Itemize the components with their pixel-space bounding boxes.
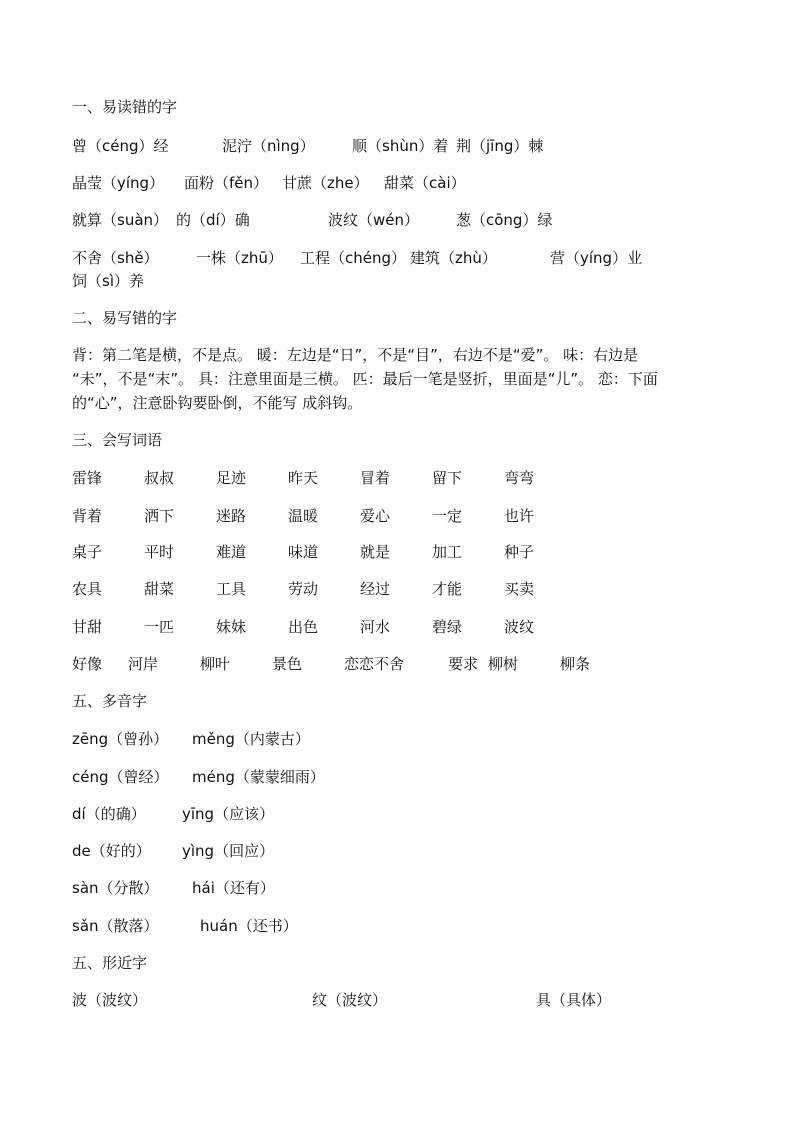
word-item: 饲（sì）养 bbox=[72, 272, 144, 290]
polyphone-item: céng（曾经） bbox=[72, 768, 169, 786]
word-item: 顺（shùn）着 bbox=[352, 137, 449, 155]
vocab-word: 足迹 bbox=[216, 469, 247, 487]
vocab-word: 好像 bbox=[72, 655, 103, 673]
vocab-word: 波纹 bbox=[504, 618, 535, 636]
vocab-word: 洒下 bbox=[144, 507, 175, 525]
polyphone-item: dí（的确） bbox=[72, 805, 146, 823]
vocab-word: 一定 bbox=[432, 507, 463, 525]
word-item: 晶莹（yíng） bbox=[72, 174, 165, 192]
vocab-word: 温暖 bbox=[288, 507, 319, 525]
vocab-word: 农具 bbox=[72, 580, 103, 598]
vocab-word: 昨天 bbox=[288, 469, 319, 487]
vocab-word: 就是 bbox=[360, 543, 391, 561]
vocab-word: 要求 bbox=[448, 655, 479, 673]
vocab-word: 景色 bbox=[272, 655, 303, 673]
vocab-word: 味道 bbox=[288, 543, 319, 561]
vocab-word: 桌子 bbox=[72, 543, 103, 561]
vocab-word: 甜菜 bbox=[144, 580, 175, 598]
vocab-word: 爱心 bbox=[360, 507, 391, 525]
word-item: 就算（suàn） bbox=[72, 211, 169, 229]
similar-char-item: 纹（波纹） bbox=[312, 991, 388, 1009]
vocab-word: 冒着 bbox=[360, 469, 391, 487]
vocab-word: 甘甜 bbox=[72, 618, 103, 636]
word-item: 面粉（fěn） bbox=[184, 174, 269, 192]
vocab-word: 难道 bbox=[216, 543, 247, 561]
polyphone-item: de（好的） bbox=[72, 842, 151, 860]
polyphone-item: zēng（曾孙） bbox=[72, 730, 169, 748]
vocab-word: 经过 bbox=[360, 580, 391, 598]
vocab-word: 也许 bbox=[504, 507, 535, 525]
word-item: 一株（zhū） bbox=[196, 249, 283, 267]
vocab-word: 弯弯 bbox=[504, 469, 535, 487]
polyphone-item: sǎn（散落） bbox=[72, 917, 159, 935]
section-heading-polyphones: 五、多音字 bbox=[72, 692, 148, 710]
vocab-word: 背着 bbox=[72, 507, 103, 525]
word-item: 曾（céng）经 bbox=[72, 137, 169, 155]
polyphone-item: huán（还书） bbox=[200, 917, 298, 935]
word-item: 营（yíng）业 bbox=[550, 249, 643, 267]
paragraph-line: 背：第二笔是横，不是点。 暖：左边是“日”，不是“目”，右边不是“爱”。 味：右边是 bbox=[72, 346, 639, 364]
word-item: 甘蔗（zhe） bbox=[282, 174, 369, 192]
polyphone-item: měng（内蒙古） bbox=[192, 730, 310, 748]
vocab-word: 买卖 bbox=[504, 580, 535, 598]
vocab-word: 加工 bbox=[432, 543, 463, 561]
word-item: 不舍（shě） bbox=[72, 249, 159, 267]
vocab-word: 柳条 bbox=[560, 655, 591, 673]
vocab-word: 工具 bbox=[216, 580, 247, 598]
word-item: 荆（jīng）棘 bbox=[456, 137, 544, 155]
vocab-word: 才能 bbox=[432, 580, 463, 598]
paragraph-line: “未”，不是“末”。 具：注意里面是三横。 匹：最后一笔是竖折，里面是“儿”。 恋：下面 bbox=[72, 370, 658, 388]
word-item: 建筑（zhù） bbox=[410, 249, 497, 267]
paragraph-line: 的“心”，注意卧钩要卧倒，不能写 成斜钩。 bbox=[72, 394, 363, 412]
vocab-word: 平时 bbox=[144, 543, 175, 561]
vocab-word: 劳动 bbox=[288, 580, 319, 598]
word-item: 波纹（wén） bbox=[328, 211, 420, 229]
word-item: 葱（cōng）绿 bbox=[456, 211, 553, 229]
vocab-word: 碧绿 bbox=[432, 618, 463, 636]
similar-char-item: 具（具体） bbox=[536, 991, 612, 1009]
polyphone-item: yìng（回应） bbox=[182, 842, 275, 860]
word-item: 工程（chéng） bbox=[300, 249, 407, 267]
vocab-word: 叔叔 bbox=[144, 469, 175, 487]
section-heading-hard-to-write: 二、易写错的字 bbox=[72, 309, 178, 327]
vocab-word: 柳树 bbox=[488, 655, 519, 673]
vocab-word: 一匹 bbox=[144, 618, 175, 636]
vocab-word: 留下 bbox=[432, 469, 463, 487]
section-heading-similar-characters: 五、形近字 bbox=[72, 954, 148, 972]
polyphone-item: hái（还有） bbox=[192, 879, 275, 897]
polyphone-item: sàn（分散） bbox=[72, 879, 159, 897]
vocab-word: 种子 bbox=[504, 543, 535, 561]
vocab-word: 河水 bbox=[360, 618, 391, 636]
word-item: 泥泞（nìng） bbox=[222, 137, 315, 155]
vocab-word: 妹妹 bbox=[216, 618, 247, 636]
word-item: 甜菜（cài） bbox=[384, 174, 466, 192]
word-item: 的（dí）确 bbox=[176, 211, 250, 229]
section-heading-hard-to-read: 一、易读错的字 bbox=[72, 98, 178, 116]
vocab-word: 恋恋不舍 bbox=[344, 655, 405, 673]
polyphone-item: méng（蒙蒙细雨） bbox=[192, 768, 325, 786]
vocab-word: 雷锋 bbox=[72, 469, 103, 487]
vocab-word: 出色 bbox=[288, 618, 319, 636]
vocab-word: 河岸 bbox=[128, 655, 159, 673]
vocab-word: 柳叶 bbox=[200, 655, 231, 673]
polyphone-item: yīng（应该） bbox=[182, 805, 275, 823]
similar-char-item: 波（波纹） bbox=[72, 991, 148, 1009]
vocab-word: 迷路 bbox=[216, 507, 247, 525]
section-heading-writing-words: 三、会写词语 bbox=[72, 431, 163, 449]
